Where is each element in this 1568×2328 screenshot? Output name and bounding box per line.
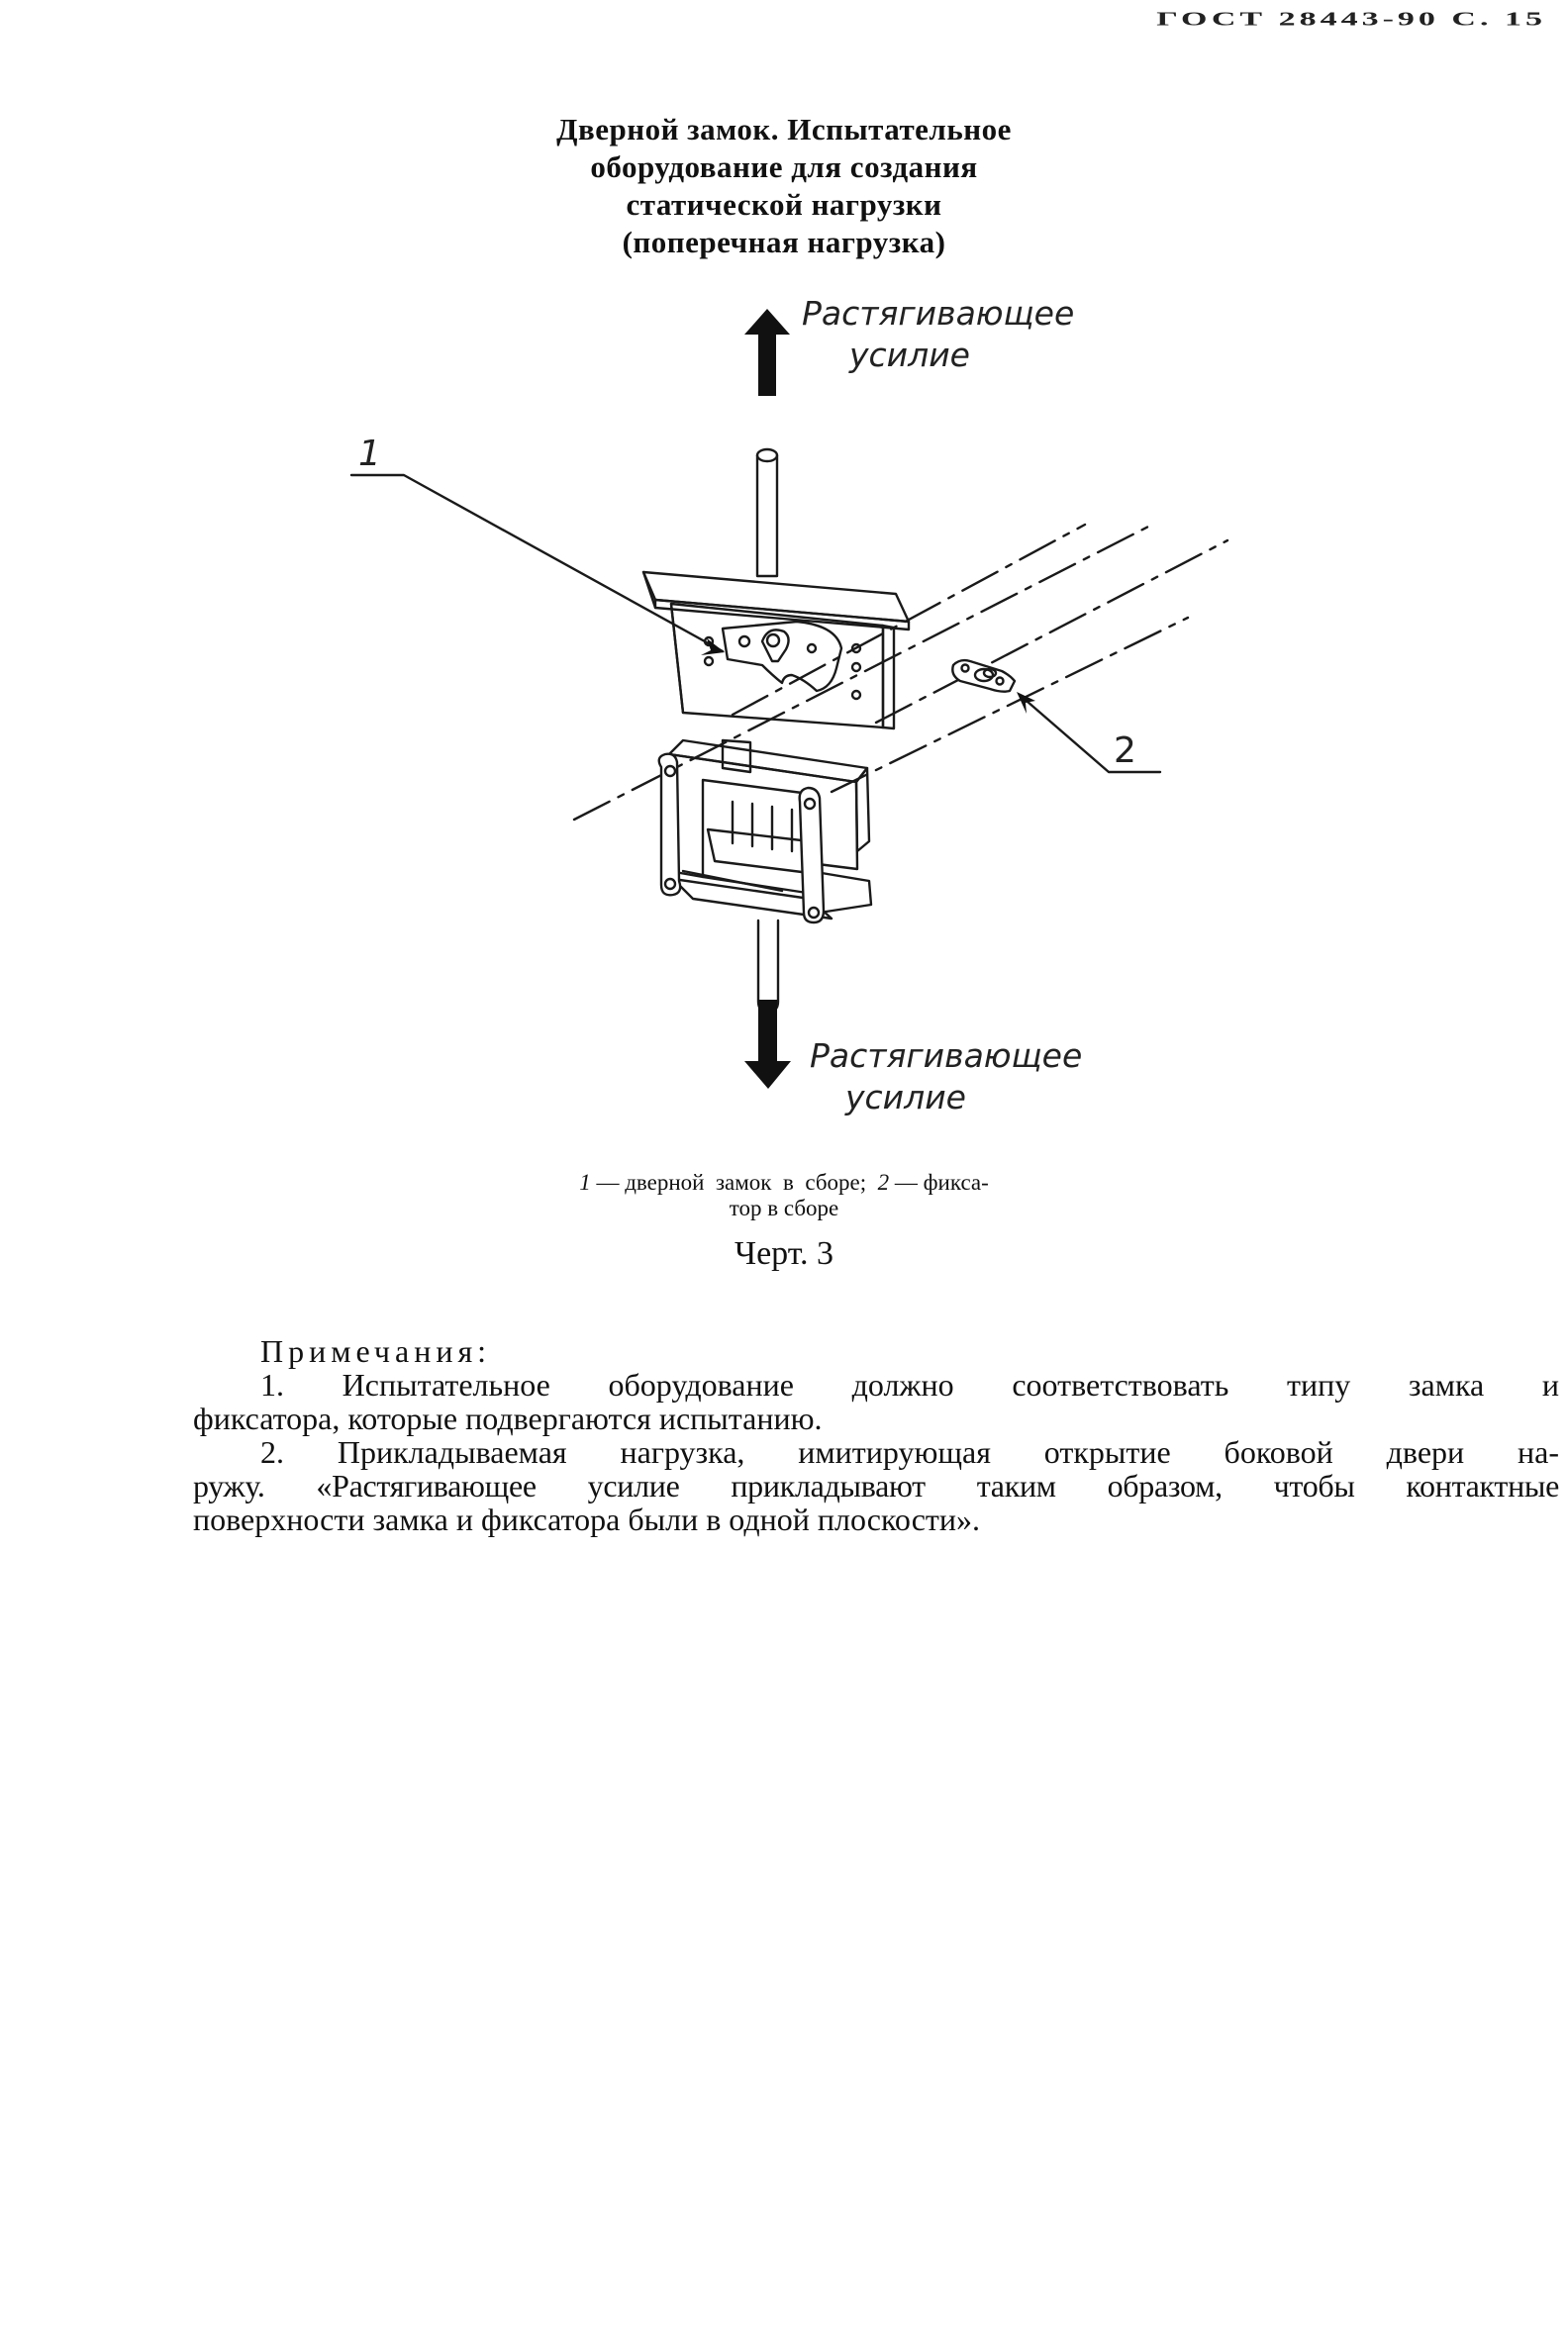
upper-mounting-plate bbox=[643, 572, 909, 630]
note-2-line: 2. Прикладываемая нагрузка, имитирующая открытие боковой двери на- bbox=[260, 1434, 1559, 1470]
label-1: 1 bbox=[358, 434, 381, 474]
figure-title bbox=[0, 111, 1568, 261]
caption-text: — дверной замок в сборе; bbox=[590, 1170, 878, 1195]
note-1-line: фиксатора, которые подвергаются испытанию. bbox=[193, 1401, 823, 1436]
door-lock-assembly bbox=[723, 622, 841, 691]
figure-caption bbox=[0, 1170, 1568, 1221]
caption-item-number: 1 bbox=[579, 1170, 591, 1195]
note-2-line: ружу. «Растягивающее усилие прикладывают таким образом, чтобы контактные bbox=[193, 1468, 1559, 1504]
striker-assembly bbox=[952, 660, 1015, 692]
tensile-force-down-arrow bbox=[744, 1000, 791, 1089]
drawing-number: Черт. 3 bbox=[734, 1235, 834, 1272]
note-2-line: поверхности замка и фиксатора были в одной плоскости». bbox=[193, 1502, 981, 1537]
caption-line: тор в сборе bbox=[729, 1196, 839, 1220]
notes-heading: Примечания: bbox=[260, 1333, 492, 1369]
force-label-top: Растягивающее bbox=[802, 294, 1075, 333]
title-line: (поперечная нагрузка) bbox=[622, 225, 946, 259]
test-equipment-drawing bbox=[358, 287, 1188, 1128]
force-label-bottom: Растягивающее bbox=[810, 1036, 1083, 1075]
caption-item-number: 2 bbox=[877, 1170, 890, 1195]
label-1-leader bbox=[351, 475, 723, 651]
caption-text: — фикса- bbox=[889, 1170, 989, 1195]
label-2: 2 bbox=[1114, 730, 1136, 771]
title-line: Дверной замок. Испытательное bbox=[556, 112, 1012, 146]
striker-holder-block bbox=[669, 740, 871, 919]
caption-line bbox=[0, 1170, 1568, 1196]
tensile-force-up-arrow bbox=[744, 309, 790, 396]
title-line: статической нагрузки bbox=[626, 187, 942, 222]
title-line: оборудование для создания bbox=[590, 149, 978, 184]
document-code-header: ГОСТ 28443-90 С. 15 bbox=[1156, 8, 1546, 31]
lower-rod bbox=[758, 921, 778, 1012]
label-2-leader bbox=[1020, 695, 1160, 772]
upper-rod bbox=[757, 449, 777, 576]
force-label-bottom: усилие bbox=[845, 1078, 966, 1116]
notes-section bbox=[193, 1334, 1559, 1536]
force-label-top: усилие bbox=[849, 336, 970, 374]
note-1-line: 1. Испытательное оборудование должно соответствовать типу замка и bbox=[260, 1367, 1559, 1403]
